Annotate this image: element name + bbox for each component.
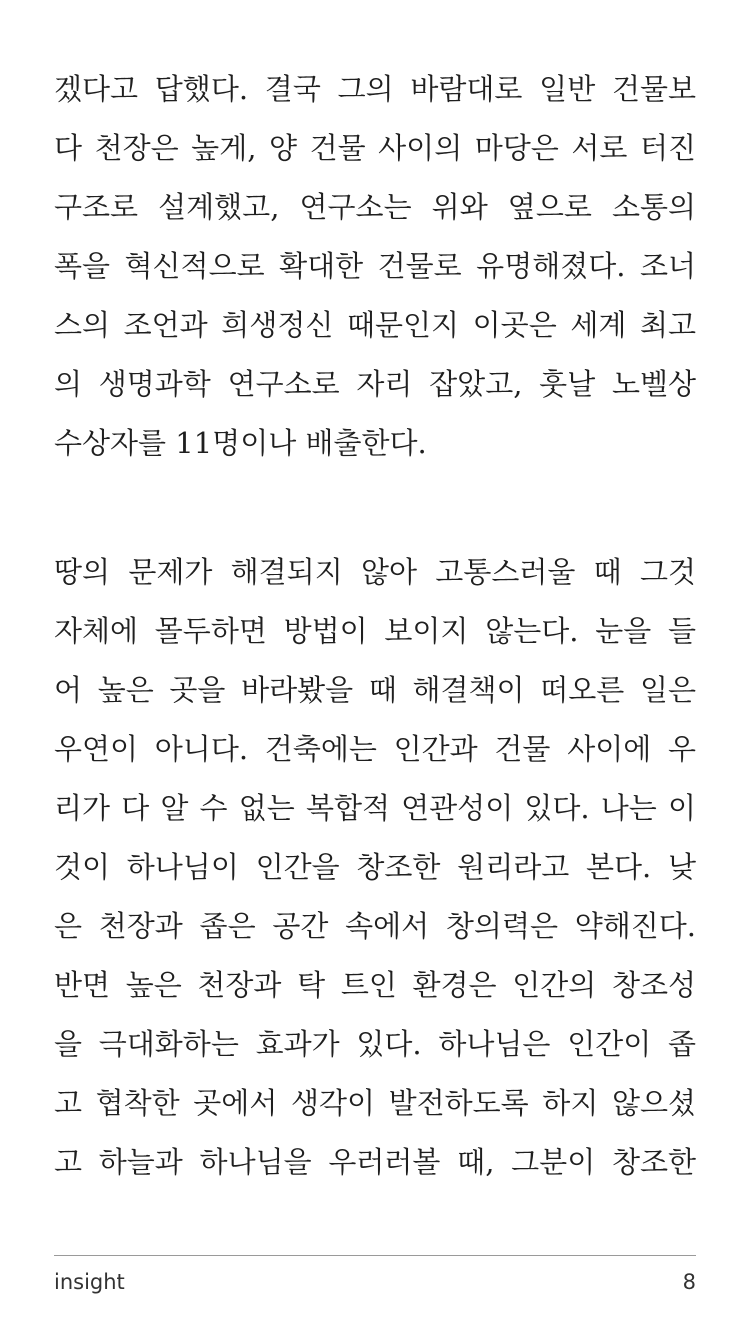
- paragraph-1: [54, 60, 696, 473]
- text-line: 우연이 아니다. 건축에는 인간과 건물 사이에 우: [54, 732, 696, 766]
- text-line: 구조로 설계했고, 연구소는 위와 옆으로 소통의: [54, 190, 696, 224]
- footer-label: insight: [54, 1270, 125, 1294]
- text-line: 반면 높은 천장과 탁 트인 환경은 인간의 창조성: [54, 968, 696, 1002]
- text-line: 은 천장과 좁은 공간 속에서 창의력은 약해진다.: [54, 909, 696, 943]
- paragraph-2: [54, 543, 696, 1192]
- text-line: 고 협착한 곳에서 생각이 발전하도록 하지 않으셨: [54, 1086, 696, 1120]
- text-line: 어 높은 곳을 바라봤을 때 해결책이 떠오른 일은: [54, 673, 696, 707]
- text-line: 다 천장은 높게, 양 건물 사이의 마당은 서로 터진: [54, 131, 696, 165]
- text-line: 의 생명과학 연구소로 자리 잡았고, 훗날 노벨상: [54, 367, 696, 401]
- text-line: 폭을 혁신적으로 확대한 건물로 유명해졌다. 조너: [54, 249, 696, 283]
- footer-divider: [54, 1255, 696, 1256]
- page-body: [54, 60, 696, 1192]
- text-line: 리가 다 알 수 없는 복합적 연관성이 있다. 나는 이: [54, 791, 696, 825]
- text-line: 땅의 문제가 해결되지 않아 고통스러울 때 그것: [54, 555, 696, 589]
- text-line: 겠다고 답했다. 결국 그의 바람대로 일반 건물보: [54, 72, 696, 106]
- text-line: 스의 조언과 희생정신 때문인지 이곳은 세계 최고: [54, 308, 696, 342]
- text-line: 수상자를 11명이나 배출한다.: [54, 426, 427, 460]
- paragraph-gap: [54, 473, 696, 543]
- text-line: 을 극대화하는 효과가 있다. 하나님은 인간이 좁: [54, 1027, 696, 1061]
- text-line: 고 하늘과 하나님을 우러러볼 때, 그분이 창조한: [54, 1145, 696, 1179]
- page-footer: [54, 1270, 696, 1302]
- text-line: 자체에 몰두하면 방법이 보이지 않는다. 눈을 들: [54, 614, 696, 648]
- text-line: 것이 하나님이 인간을 창조한 원리라고 본다. 낮: [54, 850, 696, 884]
- page-number: 8: [682, 1270, 696, 1294]
